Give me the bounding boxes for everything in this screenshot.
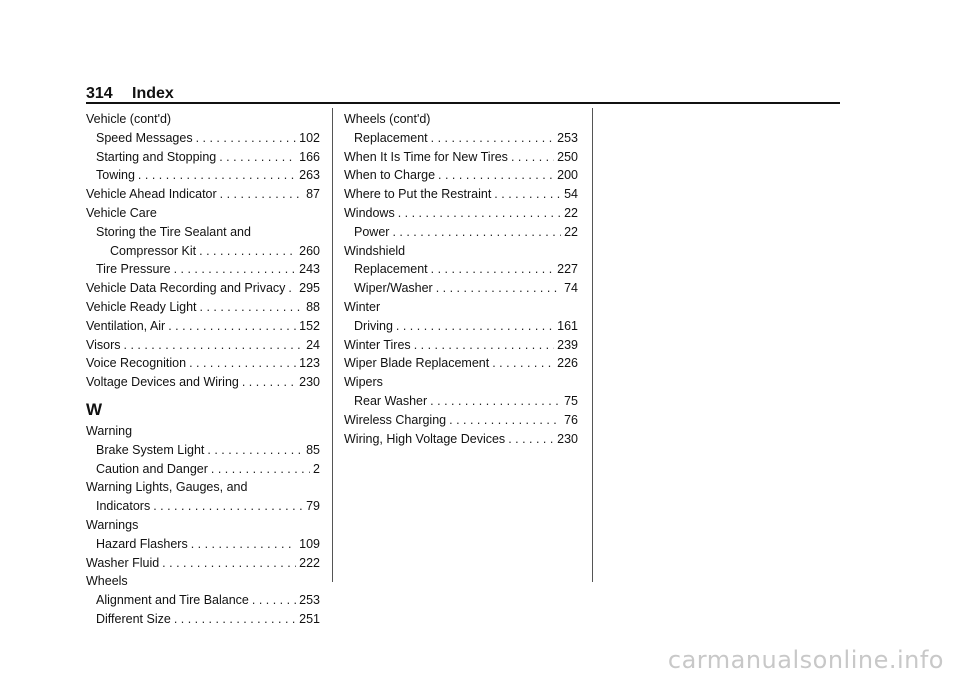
index-entry-label: Washer Fluid [86,555,160,570]
index-entry[interactable] [86,554,320,573]
index-entry-label: Wiring, High Voltage Devices [344,431,506,446]
index-entry-label: Towing [96,168,135,183]
dot-leader [492,354,554,373]
index-entry-page: 76 [564,412,578,427]
dot-leader [431,129,554,148]
index-entry-label: Power [354,224,390,239]
dot-leader [398,204,561,223]
index-entry[interactable] [86,148,320,167]
index-entry-label: Ventilation, Air [86,318,166,333]
index-heading: Warning Lights, Gauges, and [86,480,248,495]
dot-leader [436,279,561,298]
index-entry-page: 2 [313,461,320,476]
index-entry-page: 152 [299,318,320,333]
dot-leader [191,535,296,554]
index-heading: Warning [86,423,133,438]
dot-leader [200,298,304,317]
index-entry[interactable] [86,497,320,516]
index-entry-page: 253 [299,593,320,608]
index-entry-page: 226 [557,356,578,371]
index-entry-label: Tire Pressure [96,262,171,277]
dot-leader [449,411,561,430]
index-entry[interactable] [86,591,320,610]
index-heading: Storing the Tire Sealant and [96,224,251,239]
index-entry-page: 250 [557,149,578,164]
index-entry[interactable] [344,336,578,355]
index-entry[interactable] [86,610,320,629]
dot-leader [494,185,561,204]
index-column-1 [86,110,320,629]
dot-leader [199,242,296,261]
index-entry-label: Hazard Flashers [96,536,188,551]
index-entry[interactable] [344,430,578,449]
dot-leader [508,430,554,449]
index-entry-page: 295 [299,281,320,296]
dot-leader [196,129,297,148]
index-entry-page: 239 [557,337,578,352]
index-heading: Vehicle (cont'd) [86,112,172,126]
header-rule [86,102,840,104]
dot-leader [511,148,554,167]
dot-leader [189,354,296,373]
index-entry-label: Windows [344,205,395,220]
index-entry[interactable] [344,223,578,242]
index-entry[interactable] [344,148,578,167]
index-entry-label: Compressor Kit [110,243,197,258]
index-entry[interactable] [86,354,320,373]
index-entry-label: Voltage Devices and Wiring [86,375,239,390]
index-entry-page: 24 [306,337,320,352]
index-entry-page: 253 [557,130,578,145]
column-divider [592,108,593,582]
column-divider [332,108,333,582]
dot-leader [431,260,554,279]
index-entry[interactable] [344,392,578,411]
index-entry-label: Vehicle Data Recording and Privacy [86,281,286,296]
dot-leader [220,185,303,204]
index-group-w [86,422,320,629]
index-heading: Vehicle Care [86,205,157,220]
index-group-v [86,110,320,392]
index-entry-label: Rear Washer [354,393,428,408]
index-entry-page: 79 [306,499,320,514]
index-entry[interactable] [86,336,320,355]
index-entry-page: 87 [306,187,320,202]
index-entry-label: Brake System Light [96,442,205,457]
index-entry-label: Replacement [354,130,428,145]
index-entry-page: 166 [299,149,320,164]
index-entry-page: 102 [299,130,320,145]
index-entry-label: Replacement [354,262,428,277]
index-entry-label: Alignment and Tire Balance [96,593,249,608]
index-entry-page: 161 [557,318,578,333]
dot-leader [211,460,310,479]
index-entry-label: Vehicle Ahead Indicator [86,187,217,202]
index-entry-label: Wiper Blade Replacement [344,356,490,371]
index-entry[interactable] [344,279,578,298]
index-entry-label: When It Is Time for New Tires [344,149,508,164]
index-entry-label: Winter Tires [344,337,411,352]
index-heading: Wheels (cont'd) [344,112,431,126]
index-entry-page: 251 [299,611,320,626]
index-entry-page: 260 [299,243,320,258]
index-entry[interactable] [344,411,578,430]
index-column-2 [344,110,578,448]
index-entry[interactable] [344,204,578,223]
index-entry-label: Speed Messages [96,130,193,145]
index-entry-label: Wireless Charging [344,412,447,427]
dot-leader [168,317,296,336]
index-entry[interactable] [86,373,320,392]
index-entry-label: Where to Put the Restraint [344,187,492,202]
index-heading: Wheels [86,574,128,589]
index-entry-page: 75 [564,393,578,408]
index-entry-page: 74 [564,281,578,296]
index-entry-label: Wiper/Washer [354,281,433,296]
dot-leader [174,260,297,279]
page-header [86,84,840,104]
watermark: carmanualsonline.info [667,646,944,674]
index-entry-label: Driving [354,318,393,333]
index-entry[interactable] [86,260,320,279]
index-entry-page: 222 [299,555,320,570]
letter-heading-w: W [86,399,103,419]
index-heading: Winter [344,299,381,314]
index-entry[interactable] [86,298,320,317]
page-number: 314 [86,85,113,102]
index-entry[interactable] [86,129,320,148]
dot-leader [124,336,304,355]
index-entry[interactable] [344,260,578,279]
index-entry-page: 243 [299,262,320,277]
index-entry-label: When to Charge [344,168,436,183]
index-group-w-continued [344,110,578,448]
dot-leader [288,279,296,298]
index-heading: Wipers [344,375,383,390]
index-entry[interactable] [86,279,320,298]
dot-leader [153,497,303,516]
index-entry-page: 54 [564,187,578,202]
index-entry-page: 22 [564,224,578,239]
index-entry[interactable] [86,460,320,479]
index-entry-page: 263 [299,168,320,183]
index-entry-page: 109 [299,536,320,551]
index-entry-label: Caution and Danger [96,461,208,476]
index-entry-label: Vehicle Ready Light [86,299,197,314]
index-entry[interactable] [86,166,320,185]
dot-leader [207,441,303,460]
index-entry[interactable] [86,441,320,460]
index-heading: Warnings [86,517,139,532]
index-entry-page: 200 [557,168,578,183]
dot-leader [396,317,554,336]
index-entry[interactable] [344,354,578,373]
index-entry[interactable] [344,317,578,336]
dot-leader [392,223,561,242]
dot-leader [138,166,296,185]
index-entry-label: Voice Recognition [86,356,187,371]
index-heading: Windshield [344,243,406,258]
dot-leader [162,554,296,573]
index-entry-label: Starting and Stopping [96,149,217,164]
index-entry-label: Indicators [96,499,151,514]
index-entry[interactable] [86,185,320,204]
dot-leader [438,166,554,185]
index-entry[interactable] [344,166,578,185]
index-entry-page: 85 [306,442,320,457]
dot-leader [252,591,296,610]
section-title: Index [132,85,174,102]
index-entry-page: 88 [306,299,320,314]
index-entry-page: 230 [299,375,320,390]
index-entry-page: 22 [564,205,578,220]
index-entry[interactable] [86,242,320,261]
index-entry[interactable] [86,535,320,554]
index-entry-label: Different Size [96,611,171,626]
index-entry[interactable] [344,185,578,204]
dot-leader [430,392,561,411]
index-entry-page: 230 [557,431,578,446]
index-entry-page: 227 [557,262,578,277]
dot-leader [414,336,554,355]
dot-leader [174,610,296,629]
index-entry[interactable] [344,129,578,148]
dot-leader [219,148,296,167]
dot-leader [242,373,296,392]
index-entry[interactable] [86,317,320,336]
index-entry-label: Visors [86,337,121,352]
index-entry-page: 123 [299,356,320,371]
